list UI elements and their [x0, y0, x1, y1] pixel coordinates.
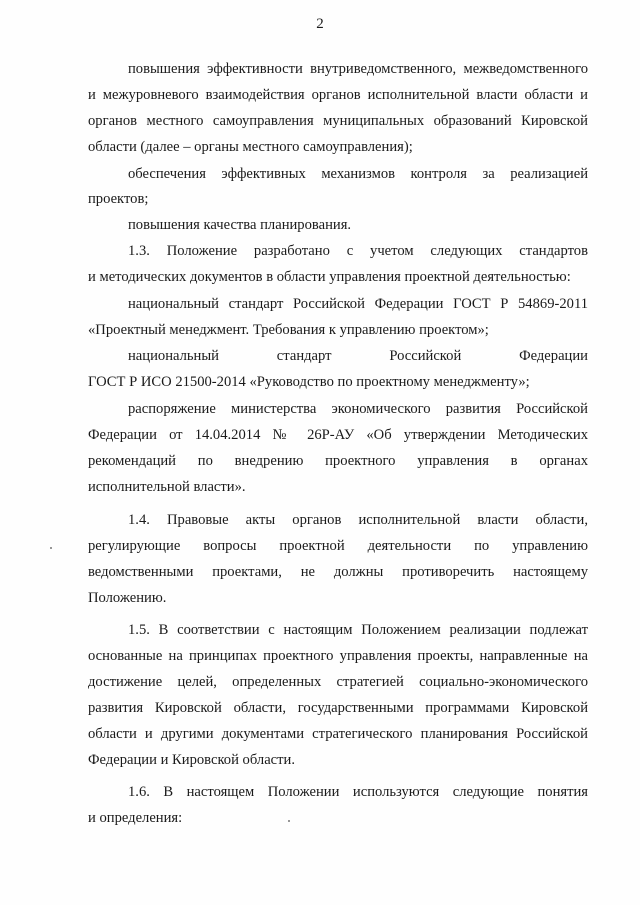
- text-line: проектов;: [88, 191, 149, 207]
- text-line: национальный стандарт Российской Федерации: [128, 348, 588, 364]
- text-line: 1.5. В соответствии с настоящим Положением реализации подлежат: [128, 622, 588, 638]
- text-line: рекомендаций по внедрению проектного управления в органах: [88, 453, 588, 469]
- scan-speck: [288, 820, 290, 822]
- text-line: Федерации и Кировской области.: [88, 752, 295, 768]
- text-line: «Проектный менеджмент. Требования к управлению проектом»;: [88, 322, 489, 338]
- text-line: и определения:: [88, 810, 183, 826]
- text-line: развития Кировской области, государственными программами Кировской: [88, 700, 588, 716]
- scan-speck: [50, 547, 52, 549]
- text-line: Положению.: [88, 590, 167, 606]
- text-line: основанные на принципах проектного управления проекты, направленные на: [88, 648, 588, 664]
- text-line: 1.3. Положение разработано с учетом следующих стандартов: [128, 243, 588, 259]
- text-line: Федерации от 14.04.2014 № 26Р-АУ «Об утверждении Методических: [88, 427, 588, 443]
- text-line: 1.6. В настоящем Положении используются следующие понятия: [128, 784, 588, 800]
- text-line: органов местного самоуправления муниципальных образований Кировской: [88, 113, 588, 129]
- text-line: и методических документов в области управления проектной деятельностью:: [88, 269, 571, 285]
- text-line: регулирующие вопросы проектной деятельности по управлению: [88, 538, 588, 554]
- text-line: области и другими документами стратегического планирования Российской: [88, 726, 588, 742]
- page-number: 2: [316, 16, 324, 32]
- text-line: исполнительной власти».: [88, 479, 246, 495]
- text-line: национальный стандарт Российской Федерации ГОСТ Р 54869-2011: [128, 296, 588, 312]
- text-line: 1.4. Правовые акты органов исполнительной власти области,: [128, 512, 588, 528]
- text-line: и межуровневого взаимодействия органов исполнительной власти области и: [88, 87, 588, 103]
- text-line: повышения эффективности внутриведомственного, межведомственного: [128, 61, 588, 77]
- text-line: ведомственными проектами, не должны противоречить настоящему: [88, 564, 588, 580]
- text-line: обеспечения эффективных механизмов контроля за реализацией: [128, 166, 588, 182]
- text-line: распоряжение министерства экономического развития Российской: [128, 401, 588, 417]
- text-line: достижение целей, определенных стратегией социально-экономического: [88, 674, 588, 690]
- text-line: повышения качества планирования.: [128, 217, 352, 233]
- text-line: ГОСТ Р ИСО 21500-2014 «Руководство по проектному менеджменту»;: [88, 374, 530, 390]
- text-line: области (далее – органы местного самоуправления);: [88, 139, 413, 155]
